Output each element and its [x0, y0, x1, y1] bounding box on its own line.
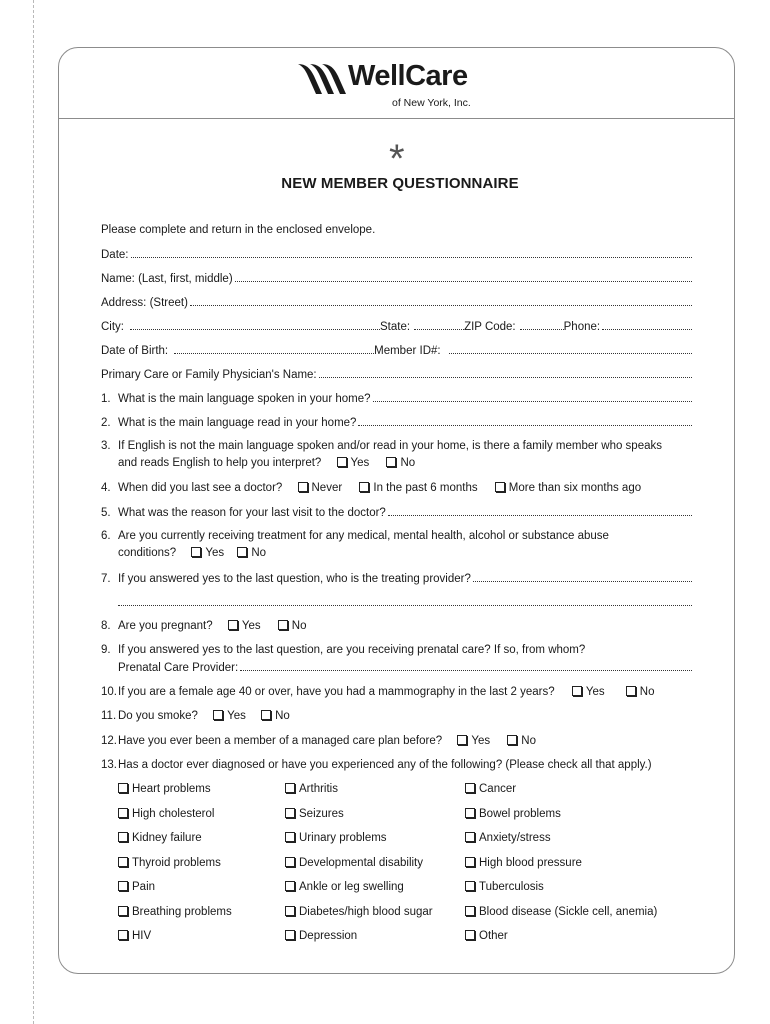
checkbox[interactable]	[191, 547, 201, 557]
wellcare-swoosh-icon	[296, 62, 352, 96]
condition-label: Ankle or leg swelling	[299, 881, 404, 893]
q10-yes-option[interactable]	[572, 684, 605, 700]
checkbox[interactable]	[118, 808, 128, 818]
condition-label: Heart problems	[132, 783, 211, 795]
checkbox[interactable]	[237, 547, 247, 557]
question-text: When did you last see a doctor?	[118, 482, 283, 494]
zip-label: ZIP Code:	[464, 321, 516, 333]
option-label: Yes	[241, 620, 261, 632]
header-divider	[58, 118, 735, 119]
checkbox[interactable]	[626, 686, 636, 696]
asterisk-icon: *	[389, 137, 405, 181]
question-13	[101, 757, 692, 773]
question-text: If you answered yes to the last question, who is the treating provider?	[118, 573, 471, 585]
date-label: Date:	[101, 249, 129, 261]
address-line[interactable]	[190, 294, 692, 306]
checkbox[interactable]	[465, 783, 475, 793]
option-label: Yes	[585, 686, 605, 698]
question-number: 7.	[101, 573, 111, 585]
checkbox[interactable]	[465, 930, 475, 940]
question-7	[101, 570, 692, 586]
condition-tuberculosis[interactable]	[465, 879, 544, 895]
question-text: If English is not the main language spoken and/or read in your home, is there a family member who speaks	[118, 440, 662, 452]
question-12	[101, 733, 692, 749]
condition-label: Arthritis	[299, 783, 338, 795]
condition-label: High cholesterol	[132, 808, 215, 820]
checkbox[interactable]	[457, 735, 467, 745]
name-label: Name: (Last, first, middle)	[101, 273, 233, 285]
q11-no-option[interactable]	[261, 708, 290, 724]
question-number: 12.	[101, 735, 117, 747]
answer-line[interactable]	[388, 504, 692, 516]
question-11	[101, 708, 692, 724]
answer-line[interactable]	[473, 570, 692, 582]
condition-diabetes[interactable]	[285, 904, 433, 920]
question-text: If you answered yes to the last question, are you receiving prenatal care? If so, from whom?	[118, 644, 586, 656]
question-text: If you are a female age 40 or over, have you had a mammography in the last 2 years?	[118, 686, 555, 698]
checkbox[interactable]	[465, 808, 475, 818]
question-number: 1.	[101, 393, 111, 405]
checkbox[interactable]	[572, 686, 582, 696]
condition-label: High blood pressure	[479, 857, 582, 869]
question-5	[101, 504, 692, 520]
q12-yes-option[interactable]	[457, 733, 490, 749]
checkbox[interactable]	[228, 620, 238, 630]
address-label: Address: (Street)	[101, 297, 188, 309]
q3-no-option[interactable]	[386, 455, 415, 471]
checkbox[interactable]	[337, 457, 347, 467]
checkbox[interactable]	[118, 881, 128, 891]
checkbox[interactable]	[298, 482, 308, 492]
option-label: No	[291, 620, 307, 632]
date-field[interactable]	[101, 246, 692, 262]
physician-field[interactable]	[101, 366, 692, 382]
condition-label: Seizures	[299, 808, 344, 820]
option-label: No	[521, 735, 536, 747]
q4-never-option[interactable]	[298, 480, 343, 496]
question-4	[101, 480, 692, 496]
checkbox[interactable]	[213, 710, 223, 720]
member-id-label: Member ID#:	[374, 345, 441, 357]
date-line[interactable]	[131, 246, 693, 258]
q8-no-option[interactable]	[278, 618, 307, 634]
condition-pain[interactable]	[118, 879, 155, 895]
checkbox[interactable]	[285, 881, 295, 891]
condition-label: Anxiety/stress	[479, 832, 551, 844]
prenatal-provider-field[interactable]	[101, 659, 692, 675]
checkbox[interactable]	[465, 857, 475, 867]
state-line[interactable]	[414, 318, 464, 330]
condition-breathing-problems[interactable]	[118, 904, 232, 920]
question-8	[101, 618, 692, 634]
question-1	[101, 390, 692, 406]
checkbox[interactable]	[118, 783, 128, 793]
option-label: No	[275, 710, 290, 722]
q10-no-option[interactable]	[626, 684, 655, 700]
q4-past-6-months-option[interactable]	[359, 480, 477, 496]
checkbox[interactable]	[285, 906, 295, 916]
question-text: Do you smoke?	[118, 710, 198, 722]
option-label: No	[251, 547, 267, 559]
checkbox[interactable]	[285, 808, 295, 818]
condition-other[interactable]	[465, 928, 508, 944]
condition-label: Blood disease (Sickle cell, anemia)	[479, 906, 658, 918]
q4-more-than-six-months-option[interactable]	[495, 480, 641, 496]
brand-name: WellCare	[348, 60, 468, 92]
checkbox[interactable]	[495, 482, 505, 492]
question-number: 8.	[101, 620, 111, 632]
question-3	[101, 438, 692, 454]
checkbox[interactable]	[285, 930, 295, 940]
condition-label: Other	[479, 930, 508, 942]
condition-label: Developmental disability	[299, 857, 424, 869]
question-number: 11.	[101, 710, 117, 722]
checkbox[interactable]	[285, 832, 295, 842]
checkbox[interactable]	[261, 710, 271, 720]
question-2	[101, 414, 692, 430]
condition-arthritis[interactable]	[285, 781, 338, 797]
question-number: 13.	[101, 759, 117, 771]
q3-yes-option[interactable]	[337, 455, 370, 471]
phone-label: Phone:	[563, 321, 601, 333]
question-number: 3.	[101, 440, 111, 452]
city-label: City:	[101, 321, 124, 333]
question-6	[101, 528, 692, 544]
condition-label: Tuberculosis	[479, 881, 544, 893]
option-label: More than six months ago	[508, 482, 642, 494]
option-label: In the past 6 months	[373, 482, 478, 494]
city-line[interactable]	[130, 318, 380, 330]
state-label: State:	[380, 321, 411, 333]
condition-cancer[interactable]	[465, 781, 516, 797]
question-text: and reads English to help you interpret?	[118, 457, 322, 469]
question-text: Has a doctor ever diagnosed or have you experienced any of the following? (Please check all that apply.)	[118, 759, 652, 771]
option-label: Yes	[205, 547, 225, 559]
checkbox[interactable]	[465, 881, 475, 891]
city-state-zip-phone-row	[101, 318, 692, 334]
condition-label: HIV	[132, 930, 152, 942]
checkbox[interactable]	[118, 832, 128, 842]
option-label: Never	[311, 482, 343, 494]
answer-line[interactable]	[118, 594, 692, 606]
option-label: No	[400, 457, 416, 469]
condition-label: Diabetes/high blood sugar	[299, 906, 433, 918]
question-text: What is the main language read in your home?	[118, 417, 357, 429]
question-text: Are you currently receiving treatment for any medical, mental health, alcohol or substance abuse	[118, 530, 609, 542]
brand-subtitle: of New York, Inc.	[392, 97, 471, 109]
condition-seizures[interactable]	[285, 806, 344, 822]
physician-line[interactable]	[319, 366, 692, 378]
question-9	[101, 642, 692, 658]
dob-line[interactable]	[174, 342, 374, 354]
condition-anxiety-stress[interactable]	[465, 830, 551, 846]
condition-label: Urinary problems	[299, 832, 387, 844]
dob-member-row	[101, 342, 692, 358]
question-text: Are you pregnant?	[118, 620, 213, 632]
question-text: What was the reason for your last visit to the doctor?	[118, 507, 386, 519]
condition-urinary-problems[interactable]	[285, 830, 387, 846]
name-line[interactable]	[235, 270, 692, 282]
condition-bowel-problems[interactable]	[465, 806, 561, 822]
prenatal-provider-label: Prenatal Care Provider:	[118, 662, 239, 674]
condition-label: Kidney failure	[132, 832, 202, 844]
question-text: What is the main language spoken in your home?	[118, 393, 371, 405]
condition-label: Bowel problems	[479, 808, 561, 820]
q6-no-option[interactable]	[237, 545, 266, 561]
question-6-line-2	[101, 545, 692, 561]
wellcare-logo	[296, 60, 496, 110]
answer-line[interactable]	[373, 390, 692, 402]
checkbox[interactable]	[118, 857, 128, 867]
address-field[interactable]	[101, 294, 692, 310]
question-7-continuation	[101, 594, 692, 610]
question-text: conditions?	[118, 547, 177, 559]
question-text: Have you ever been a member of a managed care plan before?	[118, 735, 443, 747]
answer-line[interactable]	[240, 659, 692, 671]
condition-heart-problems[interactable]	[118, 781, 211, 797]
name-field[interactable]	[101, 270, 692, 286]
question-number: 9.	[101, 644, 111, 656]
physician-label: Primary Care or Family Physician's Name:	[101, 369, 317, 381]
condition-label: Thyroid problems	[132, 857, 221, 869]
zip-line[interactable]	[520, 318, 564, 330]
question-3-line-2	[101, 455, 692, 471]
option-label: Yes	[471, 735, 491, 747]
question-10	[101, 684, 692, 700]
checkbox[interactable]	[359, 482, 369, 492]
condition-label: Cancer	[479, 783, 517, 795]
q8-yes-option[interactable]	[228, 618, 261, 634]
page-title: NEW MEMBER QUESTIONNAIRE	[281, 175, 519, 192]
condition-ankle-leg-swelling[interactable]	[285, 879, 404, 895]
checkbox[interactable]	[285, 783, 295, 793]
condition-blood-disease[interactable]	[465, 904, 657, 920]
intro-text: Please complete and return in the enclosed envelope.	[101, 224, 376, 236]
condition-hiv[interactable]	[118, 928, 151, 944]
condition-label: Breathing problems	[132, 906, 232, 918]
question-number: 2.	[101, 417, 111, 429]
condition-high-blood-pressure[interactable]	[465, 855, 582, 871]
condition-thyroid-problems[interactable]	[118, 855, 221, 871]
q12-no-option[interactable]	[507, 733, 536, 749]
phone-line[interactable]	[602, 318, 692, 330]
condition-kidney-failure[interactable]	[118, 830, 202, 846]
checkbox[interactable]	[278, 620, 288, 630]
condition-developmental-disability[interactable]	[285, 855, 423, 871]
checkbox[interactable]	[465, 906, 475, 916]
perforation-line	[33, 0, 34, 1024]
option-label: Yes	[350, 457, 370, 469]
question-number: 4.	[101, 482, 111, 494]
checkbox[interactable]	[118, 930, 128, 940]
option-label: No	[639, 686, 655, 698]
condition-label: Depression	[299, 930, 358, 942]
condition-label: Pain	[132, 881, 156, 893]
checkbox[interactable]	[507, 735, 517, 745]
question-number: 10.	[101, 686, 117, 698]
condition-high-cholesterol[interactable]	[118, 806, 214, 822]
dob-label: Date of Birth:	[101, 345, 169, 357]
question-number: 5.	[101, 507, 111, 519]
checkbox[interactable]	[465, 832, 475, 842]
q11-yes-option[interactable]	[213, 708, 246, 724]
answer-line[interactable]	[358, 414, 692, 426]
checkbox[interactable]	[386, 457, 396, 467]
condition-depression[interactable]	[285, 928, 357, 944]
q6-yes-option[interactable]	[191, 545, 224, 561]
question-number: 6.	[101, 530, 111, 542]
checkbox[interactable]	[118, 906, 128, 916]
member-id-line[interactable]	[449, 342, 692, 354]
checkbox[interactable]	[285, 857, 295, 867]
option-label: Yes	[227, 710, 246, 722]
